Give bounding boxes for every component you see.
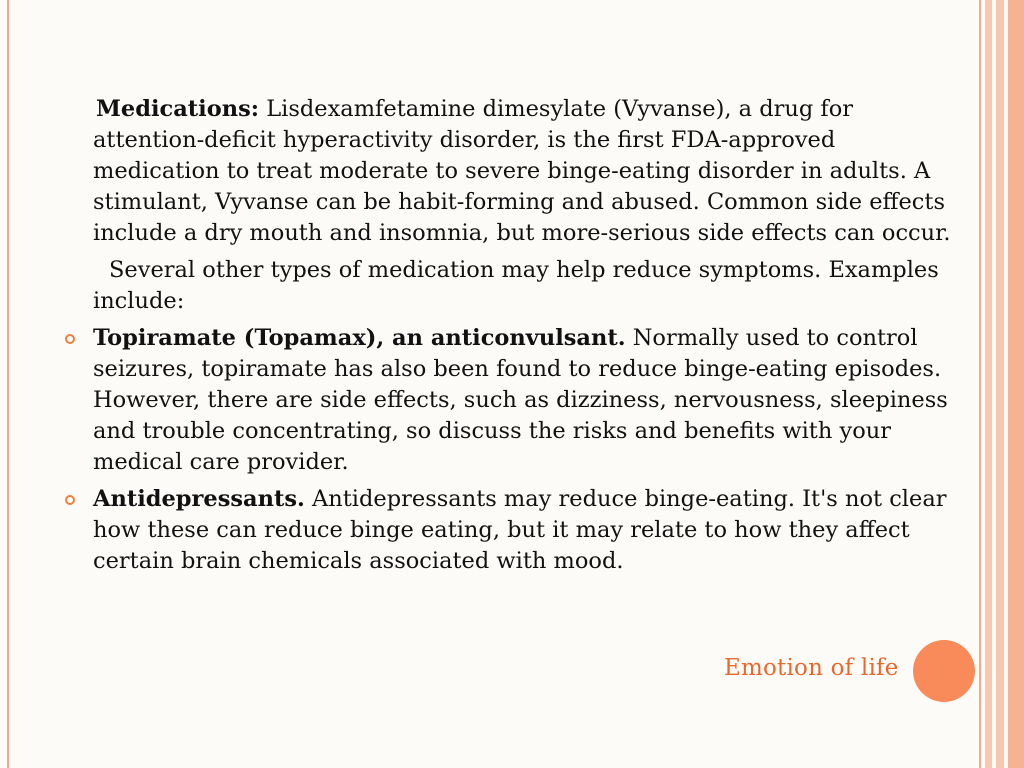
medications-text: Lisdexamfetamine dimesylate (Vyvanse), a drug for attention-deficit hyperactivity disorder, is the first FDA-approved medication to treat moderate to severe binge-eating disorder in adults. A stimulant, Vyvanse can be habit-forming and abused. Common side effects include a dry mouth and insomnia, but more-serious side effects can occur. <box>93 96 951 246</box>
antidepressants-text: Antidepressants may reduce binge-eating. It's not clear how these can reduce binge eating, but it may relate to how they affect certain brain chemicals associated with mood. <box>93 486 947 574</box>
topiramate-heading: Topiramate (Topamax), an anticonvulsant. <box>93 325 626 351</box>
footer-circle-icon <box>913 640 975 702</box>
right-frame-stripe <box>996 0 1004 768</box>
right-frame-line <box>979 0 981 768</box>
medications-heading: Medications: <box>96 96 260 122</box>
right-frame-stripe <box>985 0 992 768</box>
topiramate-text: Normally used to control seizures, topiramate has also been found to reduce binge-eating episodes. However, there are side effects, such as dizziness, nervousness, sleepiness and trouble concentrating, so discuss the risks and benefits with your medical care provider. <box>93 325 948 475</box>
slide-content <box>60 94 965 583</box>
bullet-ring-icon <box>65 495 75 505</box>
list-item-topiramate <box>60 323 965 478</box>
right-frame-band <box>1008 0 1024 768</box>
antidepressants-heading: Antidepressants. <box>93 486 305 512</box>
left-frame-line <box>7 0 9 768</box>
other-medications-paragraph: Several other types of medication may help reduce symptoms. Examples include: <box>93 257 939 314</box>
list-item-antidepressants <box>60 484 965 577</box>
footer-title: Emotion of life <box>724 655 899 681</box>
medications-paragraph <box>60 94 965 249</box>
bullet-ring-icon <box>65 334 75 344</box>
